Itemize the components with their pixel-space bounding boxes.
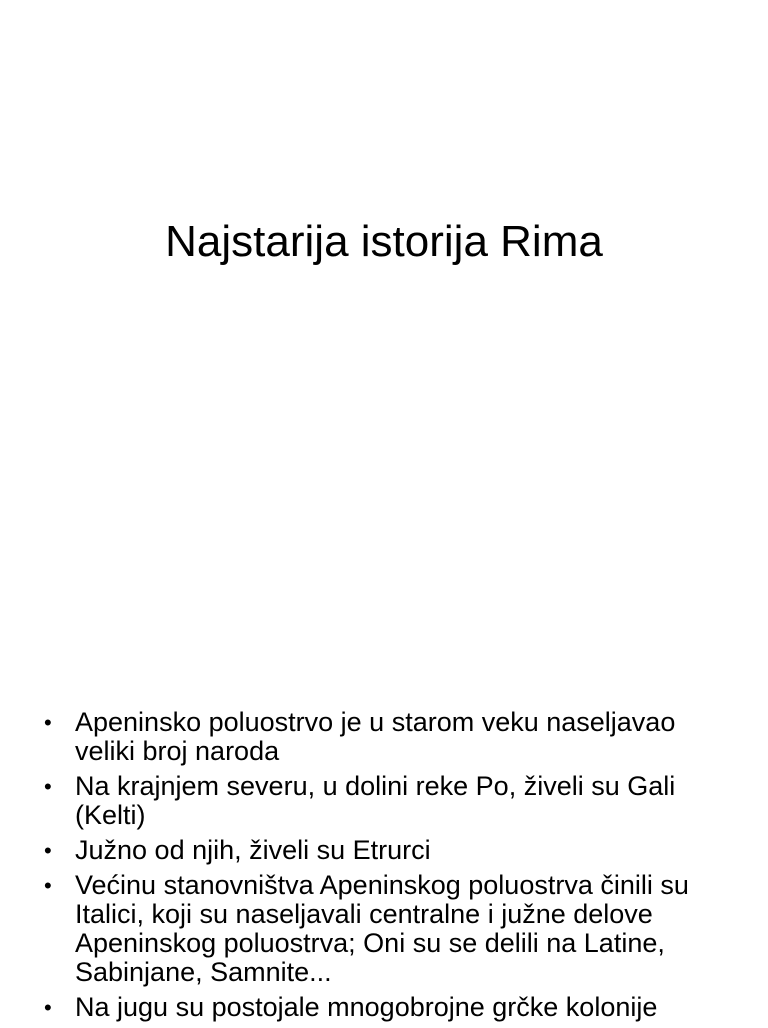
- bullet-item: [44, 708, 734, 766]
- bullet-item: [44, 993, 734, 1022]
- bullet-text: Na jugu su postojale mnogobrojne grčke kolonije: [75, 992, 658, 1022]
- bullet-text: Južno od njih, živeli su Etrurci: [75, 835, 431, 865]
- slide-title: Najstarija istorija Rima: [165, 217, 603, 266]
- bullet-icon: •: [44, 710, 52, 735]
- bullet-icon: •: [44, 838, 52, 863]
- bullet-icon: •: [44, 995, 52, 1020]
- bullet-text: Većinu stanovništva Apeninskog poluostrva činili su Italici, koji su naseljavali centralne i južne delove Apeninskog poluostrva; Oni su se delili na Latine, Sabinjane, Samnite...: [75, 870, 689, 987]
- bullet-item: [44, 836, 734, 865]
- bullet-icon: •: [44, 873, 52, 898]
- bullet-item: [44, 772, 734, 830]
- bullet-list: [44, 708, 734, 1028]
- bullet-text: Na krajnjem severu, u dolini reke Po, živeli su Gali (Kelti): [75, 771, 676, 830]
- bullet-icon: •: [44, 774, 52, 799]
- bullet-text: Apeninsko poluostrvo je u starom veku naseljavao veliki broj naroda: [75, 707, 676, 766]
- bullet-item: [44, 871, 734, 987]
